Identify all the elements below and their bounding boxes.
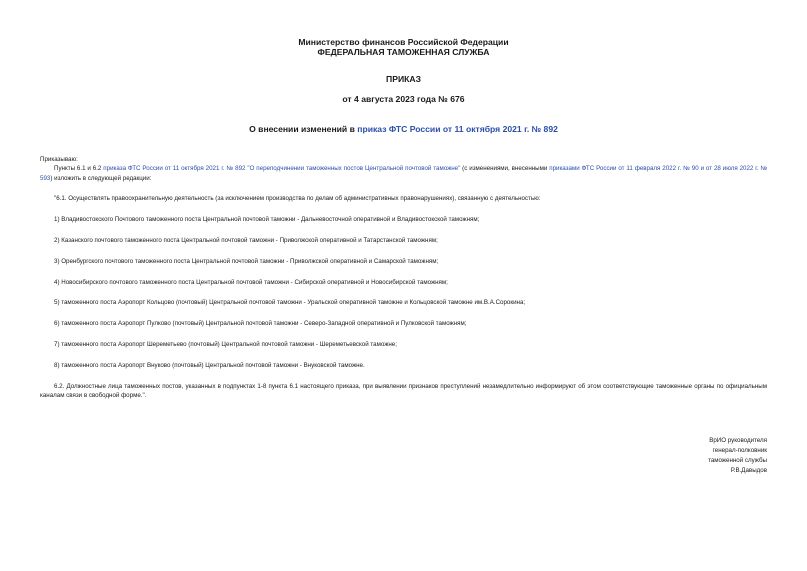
intro-text: Приказываю: xyxy=(40,156,78,163)
list-item: 2) Казанского почтового таможенного поста Центральной почтовой таможни - Приволжской оперативной и Татарстанской таможням; xyxy=(54,236,438,244)
list-item: 4) Новосибирского почтового таможенного поста Центральной почтовой таможни - Сибирской оперативной и Новосибирской таможням; xyxy=(54,278,448,286)
document-body xyxy=(40,155,767,400)
list-item: 1) Владивостокского Почтового таможенного поста Центральной почтовой таможни - Дальневосточной оперативной и Владивостокской таможням; xyxy=(54,216,480,224)
subject-order-link[interactable]: приказ ФТС России от 11 октября 2021 г. № 892 xyxy=(357,124,558,134)
ministry-name: Министерство финансов Российской Федерации xyxy=(298,37,509,47)
para1-text-2: (с изменениями, внесенными xyxy=(460,165,550,173)
list-item: 6) таможенного поста Аэропорт Пулково (почтовый) Центральной почтовой таможни - Северо-Западной оперативной и Пулковской таможням; xyxy=(54,320,467,328)
service-name: ФЕДЕРАЛЬНАЯ ТАМОЖЕННАЯ СЛУЖБА xyxy=(317,47,490,57)
list-item: 5) таможенного поста Аэропорт Кольцово (почтовый) Центральной почтовой таможни - Уральской оперативной таможне и Кольцовской таможне им.В.А.Сорокина; xyxy=(54,299,526,307)
paragraph-1 xyxy=(40,164,767,183)
para1-text-3: ) изложить в следующей редакции: xyxy=(50,174,152,182)
list-item: 8) таможенного поста Аэропорт Внуково (почтовый) Центральной почтовой таможни - Внуковской таможне. xyxy=(54,361,365,369)
document-type: ПРИКАЗ xyxy=(386,74,421,84)
signature-rank: генерал-полковник xyxy=(712,447,767,454)
order-892-link[interactable]: приказа ФТС России от 11 октября 2021 г. № 892 "О переподчинении таможенных постов Центральной почтовой таможне" xyxy=(103,165,461,173)
list-item: 7) таможенного поста Аэропорт Шереметьево (почтовый) Центральной почтовой таможни - Шереметьевской таможне; xyxy=(54,340,397,348)
clause-6-1: "6.1. Осуществлять правоохранительную деятельность (за исключением производства по делам об административных правонарушениях), связанную с деятельностью: xyxy=(54,195,541,203)
document-date-number: от 4 августа 2023 года № 676 xyxy=(342,94,465,104)
signature-rank-service: таможенной службы xyxy=(708,457,767,464)
para1-text-1: Пункты 6.1 и 6.2 xyxy=(54,165,104,173)
document-header xyxy=(0,37,807,134)
list-item: 3) Оренбургского почтового таможенного поста Центральной почтовой таможни - Приволжской оперативной и Самарской таможням; xyxy=(54,257,439,265)
signature-position: ВрИО руководителя xyxy=(709,437,767,444)
signature-block xyxy=(708,436,767,476)
amending-orders-link[interactable]: приказами ФТС России от 11 февраля 2022 г. № 90 и от 28 июля 2022 г. № 593 xyxy=(40,165,767,182)
clause-6-2: 6.2. Должностные лица таможенных постов, указанных в подпунктах 1-8 пункта 6.1 настоящего приказа, при выявлении признаков преступлений незамедлительно информируют об этом соответствующие таможенные органы по официальным каналам связи в свободной форме.". xyxy=(40,382,767,399)
subject-prefix: О внесении изменений в xyxy=(249,124,358,134)
document-subject xyxy=(0,124,807,134)
signature-name: Р.В.Давыдов xyxy=(730,467,767,474)
